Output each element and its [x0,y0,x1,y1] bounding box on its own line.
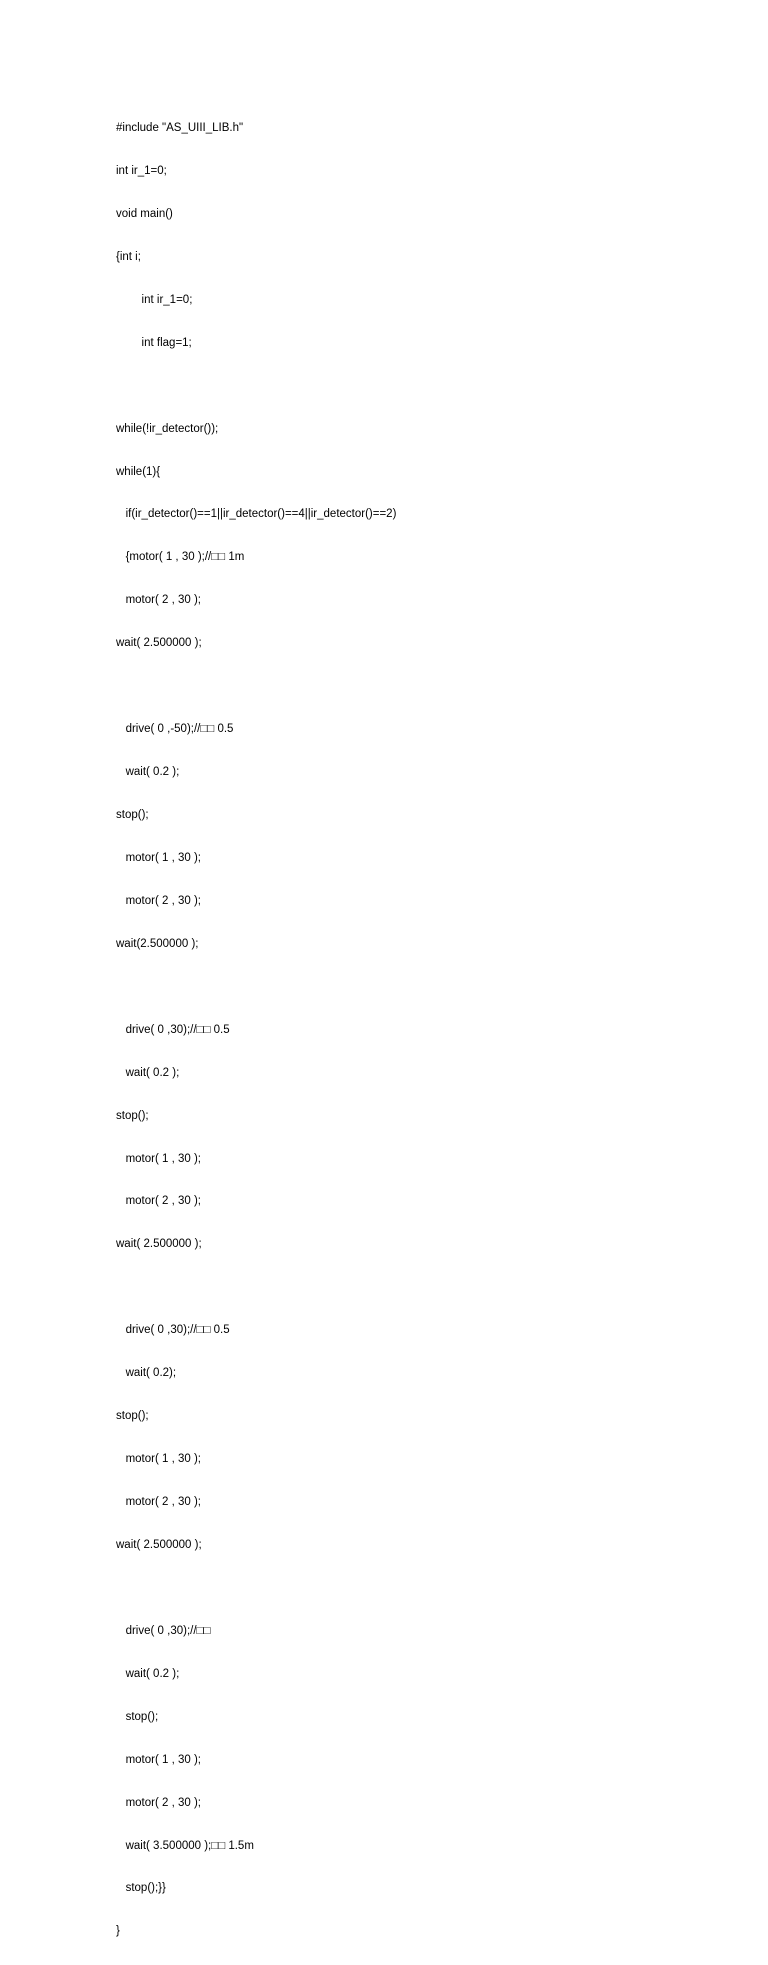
code-line: motor( 1 , 30 ); [116,1152,201,1165]
code-line: wait( 2.500000 ); [116,1538,202,1551]
code-listing [116,95,716,1965]
code-line: wait( 2.500000 ); [116,637,202,650]
code-line: wait( 0.2 ); [116,1667,180,1680]
code-line: motor( 2 , 30 ); [116,1796,201,1809]
code-line: motor( 1 , 30 ); [116,1453,201,1466]
code-line [116,978,716,997]
code-line: motor( 1 , 30 ); [116,1753,201,1766]
code-line: stop(); [116,809,149,821]
code-line [116,1579,716,1598]
code-line: wait(2.500000 ); [116,937,199,950]
code-line: void main() [116,207,173,220]
code-line: wait( 0.2 ); [116,766,180,779]
code-line: } [116,1925,120,1938]
code-line: drive( 0 ,30);//□□ [116,1624,211,1637]
code-line: drive( 0 ,30);//□□ 0.5 [116,1023,230,1036]
code-line [116,677,716,696]
code-line: motor( 2 , 30 ); [116,1496,201,1508]
code-line: int ir_1=0; [116,293,193,306]
code-line [116,377,716,396]
code-line: {int i; [116,250,141,263]
code-line: motor( 2 , 30 ); [116,1195,201,1208]
code-line: drive( 0 ,-50);//□□ 0.5 [116,723,234,736]
code-line: motor( 2 , 30 ); [116,894,201,907]
code-line: {motor( 1 , 30 );//□□ 1m [116,551,245,564]
code-line: wait( 3.500000 );□□ 1.5m [116,1839,254,1852]
code-line: while(1){ [116,465,161,478]
code-line: #include "AS_UIII_LIB.h" [116,122,244,134]
code-line: int ir_1=0; [116,164,167,177]
code-line [116,1278,716,1297]
code-line: wait( 0.2 ); [116,1066,180,1079]
code-line: stop(); [116,1710,159,1723]
code-line: wait( 2.500000 ); [116,1238,202,1251]
code-line: stop(); [116,1109,149,1122]
code-line: if(ir_detector()==1||ir_detector()==4||ir_detector()==2) [116,508,397,521]
code-line: wait( 0.2); [116,1367,177,1380]
code-line: motor( 2 , 30 ); [116,594,201,607]
code-line: stop();}} [116,1882,166,1895]
code-line: int flag=1; [116,336,192,349]
code-line: stop(); [116,1410,149,1423]
code-line: motor( 1 , 30 ); [116,851,201,864]
code-line: while(!ir_detector()); [116,422,219,435]
code-line: drive( 0 ,30);//□□ 0.5 [116,1324,230,1337]
